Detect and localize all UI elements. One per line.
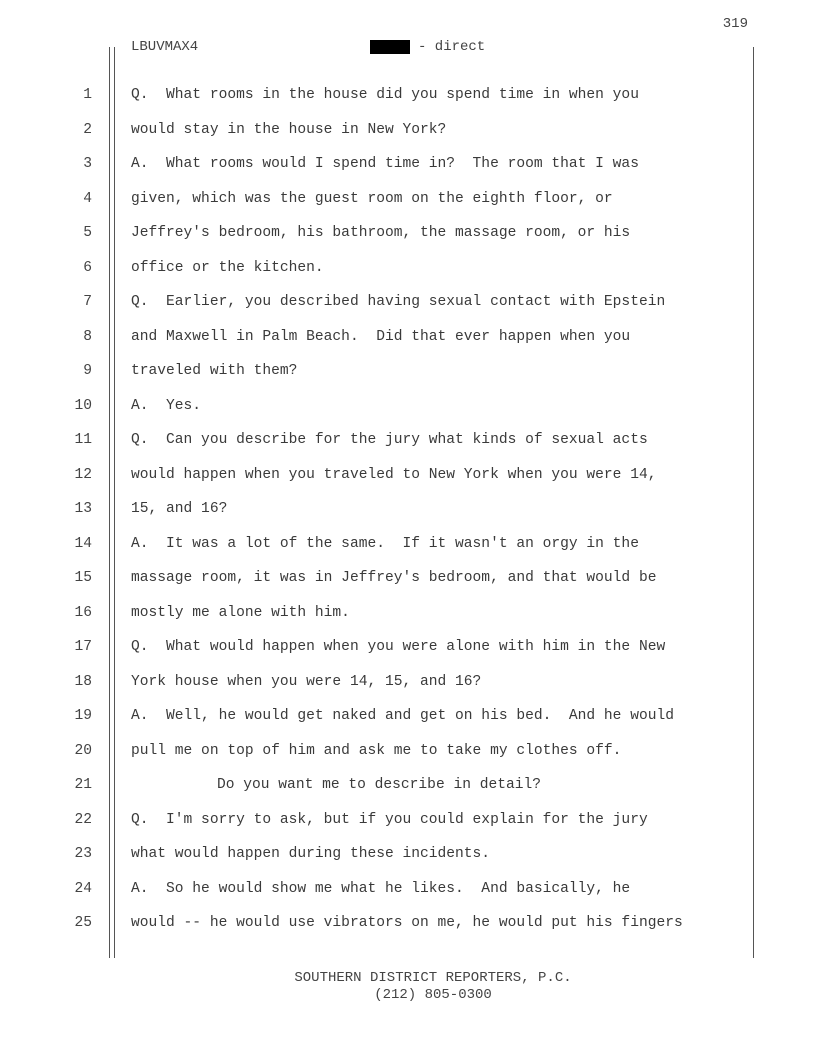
line-number: 16: [74, 604, 92, 621]
transcript-line: [0, 636, 816, 658]
transcript-line: [0, 84, 816, 106]
transcript-line: [0, 360, 816, 382]
transcript-line: [0, 912, 816, 934]
line-number: 22: [74, 811, 92, 828]
line-number: 8: [83, 328, 92, 345]
line-text: would -- he would use vibrators on me, he would put his fingers: [131, 915, 683, 931]
examination-label: - direct: [418, 39, 486, 55]
line-text: York house when you were 14, 15, and 16?: [131, 673, 482, 690]
line-text: pull me on top of him and ask me to take my clothes off.: [131, 742, 622, 759]
line-number: 19: [74, 708, 92, 724]
line-text: Q. What would happen when you were alone with him in the New: [131, 639, 666, 655]
transcript-line: [0, 429, 816, 451]
line-number: 15: [74, 570, 92, 586]
header-examination: [370, 39, 485, 55]
transcript-line: [0, 809, 816, 831]
transcript-line: [0, 498, 816, 520]
line-number: 10: [74, 397, 92, 414]
footer-company: SOUTHERN DISTRICT REPORTERS, P.C.: [294, 970, 572, 986]
line-number: 13: [74, 501, 92, 517]
transcript-line: [0, 257, 816, 279]
transcript-line: [0, 395, 816, 417]
line-number: 20: [74, 742, 92, 759]
transcript-line: [0, 188, 816, 210]
transcript-line: [0, 843, 816, 865]
transcript-line: [0, 153, 816, 175]
line-number: 14: [74, 535, 92, 552]
line-text: Q. Earlier, you described having sexual contact with Epstein: [131, 294, 666, 310]
transcript-line: [0, 705, 816, 727]
line-number: 23: [74, 846, 92, 862]
transcript-line: [0, 326, 816, 348]
transcript-line: [0, 119, 816, 141]
redaction-box: [370, 40, 410, 54]
line-text: 15, and 16?: [131, 501, 228, 517]
line-text: traveled with them?: [131, 363, 298, 379]
line-text: Q. Can you describe for the jury what kinds of sexual acts: [131, 432, 648, 448]
line-number: 2: [83, 121, 92, 138]
line-number: 1: [83, 87, 92, 103]
line-number: 4: [83, 190, 92, 207]
line-number: 7: [83, 294, 92, 310]
line-number: 3: [83, 156, 92, 172]
line-text: A. What rooms would I spend time in? The room that I was: [131, 156, 639, 172]
transcript-line: [0, 671, 816, 693]
transcript-line: [0, 533, 816, 555]
line-number: 25: [74, 915, 92, 931]
line-text: mostly me alone with him.: [131, 604, 350, 621]
line-text: massage room, it was in Jeffrey's bedroom, and that would be: [131, 570, 657, 586]
line-text: would stay in the house in New York?: [131, 121, 447, 138]
transcript-line: [0, 740, 816, 762]
transcript-line: [0, 222, 816, 244]
line-text: Do you want me to describe in detail?: [217, 777, 542, 793]
line-number: 18: [74, 673, 92, 690]
line-text: A. Yes.: [131, 397, 202, 414]
line-number: 21: [74, 777, 92, 793]
line-text: given, which was the guest room on the eighth floor, or: [131, 190, 613, 207]
page-number: 319: [722, 16, 748, 32]
transcript-line: [0, 464, 816, 486]
line-text: would happen when you traveled to New York when you were 14,: [131, 466, 657, 483]
line-number: 6: [83, 259, 92, 276]
transcript-line: [0, 774, 816, 796]
footer-phone: (212) 805-0300: [374, 987, 492, 1003]
line-number: 11: [74, 432, 92, 448]
line-number: 17: [74, 639, 92, 655]
line-text: Jeffrey's bedroom, his bathroom, the massage room, or his: [131, 225, 631, 241]
line-number: 24: [74, 880, 92, 897]
line-text: A. Well, he would get naked and get on his bed. And he would: [131, 708, 674, 724]
case-code: LBUVMAX4: [131, 39, 199, 55]
line-text: what would happen during these incidents.: [131, 846, 491, 862]
line-text: office or the kitchen.: [131, 259, 324, 276]
line-number: 9: [83, 363, 92, 379]
line-text: A. It was a lot of the same. If it wasn't an orgy in the: [131, 535, 639, 552]
line-number: 5: [83, 225, 92, 241]
line-text: Q. I'm sorry to ask, but if you could explain for the jury: [131, 811, 648, 828]
line-text: A. So he would show me what he likes. And basically, he: [131, 880, 631, 897]
line-text: and Maxwell in Palm Beach. Did that ever happen when you: [131, 328, 631, 345]
line-text: Q. What rooms in the house did you spend time in when you: [131, 87, 639, 103]
transcript-line: [0, 291, 816, 313]
transcript-line: [0, 602, 816, 624]
line-number: 12: [74, 466, 92, 483]
transcript-line: [0, 878, 816, 900]
transcript-line: [0, 567, 816, 589]
